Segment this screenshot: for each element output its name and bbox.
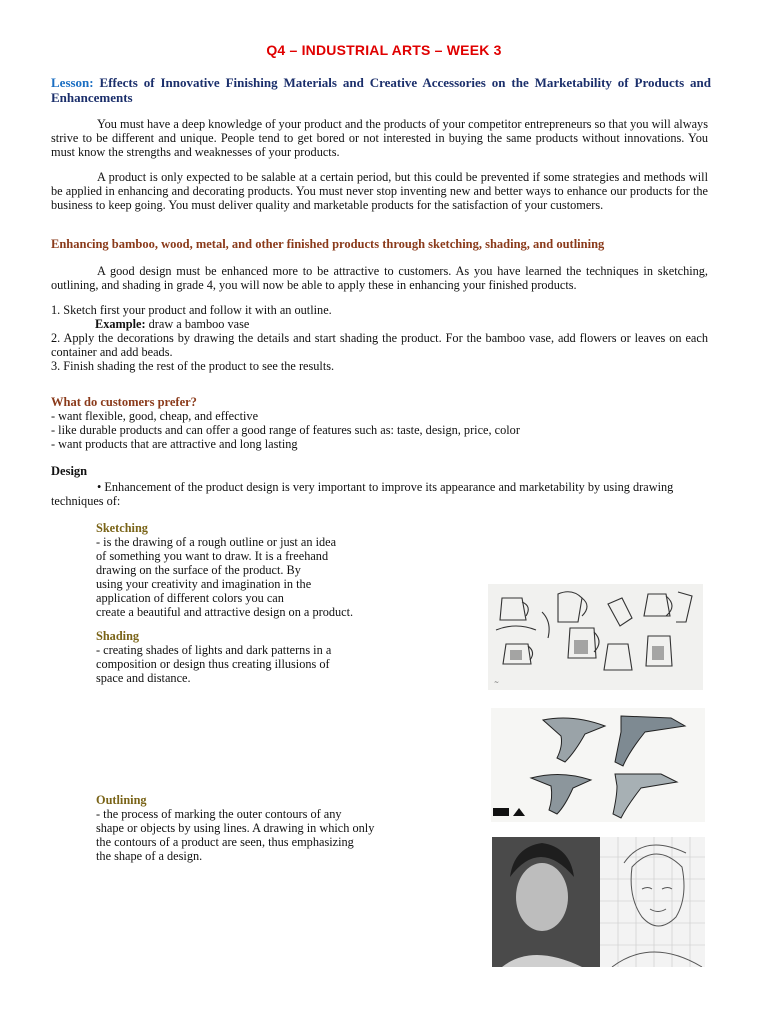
sketching-line: of something you want to draw. It is a freehand — [96, 549, 329, 563]
paragraph-2: A product is only expected to be salable at a certain period, but this could be prevented if some strategies and methods will be applied in enhancing and decorating products. You must never stop inventing new and better ways to enhance our products for the business to keep going. You must deliver quality and marketable products for the satisfaction of your customers. — [51, 170, 708, 212]
shading-line: - creating shades of lights and dark patterns in a — [96, 643, 332, 657]
lesson-title: Effects of Innovative Finishing Materials and Creative Accessories on the Marketability of Products and Enhancements — [51, 75, 712, 105]
shading-block — [96, 629, 426, 685]
page-title: Q4 – INDUSTRIAL ARTS – WEEK 3 — [266, 42, 502, 58]
design-bullet: • Enhancement of the product design is very important to improve its appearance and marketability by using drawing techniques of: — [51, 480, 674, 508]
sketching-line: application of different colors you can — [96, 591, 284, 605]
example-label: Example: — [95, 317, 146, 331]
sketching-heading: Sketching — [96, 521, 148, 535]
outlining-line: - the process of marking the outer contours of any — [96, 807, 342, 821]
shading-heading: Shading — [96, 629, 140, 643]
step-1: 1. Sketch first your product and follow it with an outline. — [51, 303, 332, 317]
design-heading: Design — [51, 464, 88, 478]
glue-gun-shading-image — [491, 708, 705, 822]
sketching-line: create a beautiful and attractive design on a product. — [96, 605, 354, 619]
outlining-heading: Outlining — [96, 793, 147, 807]
lesson-label: Lesson: — [51, 75, 94, 90]
paragraph-1: You must have a deep knowledge of your product and the products of your competitor entrepreneurs so that you will always strive to be different and unique. People tend to get bored or not interested in buying the same products without innovations. You must know the strengths and weaknesses of your products. — [51, 117, 708, 159]
example-line — [51, 317, 752, 331]
customer-item: - want products that are attractive and long lasting — [51, 437, 298, 451]
shading-line: composition or design thus creating illusions of — [96, 657, 330, 671]
outlining-line: the contours of a product are seen, thus emphasizing — [96, 835, 354, 849]
portrait-outline-image — [492, 837, 705, 967]
enhancing-heading: Enhancing bamboo, wood, metal, and other finished products through sketching, shading, and outlining — [51, 237, 605, 251]
outlining-line: shape or objects by using lines. A drawing in which only — [96, 821, 375, 835]
sketching-block — [96, 521, 426, 619]
customers-heading: What do customers prefer? — [51, 395, 197, 409]
customer-item: - want flexible, good, cheap, and effective — [51, 409, 259, 423]
shading-line: space and distance. — [96, 671, 191, 685]
sketching-line: using your creativity and imagination in the — [96, 577, 312, 591]
enhancing-intro: A good design must be enhanced more to be attractive to customers. As you have learned the techniques in sketching, outlining, and shading in grade 4, you will now be able to apply these in enhancing your finished products. — [51, 264, 708, 292]
outlining-line: the shape of a design. — [96, 849, 203, 863]
step-3: 3. Finish shading the rest of the product to see the results. — [51, 359, 335, 373]
sketching-line: - is the drawing of a rough outline or just an idea — [96, 535, 337, 549]
svg-text:~: ~ — [494, 679, 500, 686]
customer-item: - like durable products and can offer a good range of features such as: taste, design, price, color — [51, 423, 520, 437]
lesson-heading — [51, 75, 711, 105]
kettle-sketch-image — [488, 584, 703, 690]
example-text: draw a bamboo vase — [148, 317, 250, 331]
sketching-line: drawing on the surface of the product. By — [96, 563, 301, 577]
step-2: 2. Apply the decorations by drawing the details and start shading the product. For the bamboo vase, add flowers or leaves on each container and add beads. — [51, 331, 708, 359]
outlining-block — [96, 793, 426, 863]
